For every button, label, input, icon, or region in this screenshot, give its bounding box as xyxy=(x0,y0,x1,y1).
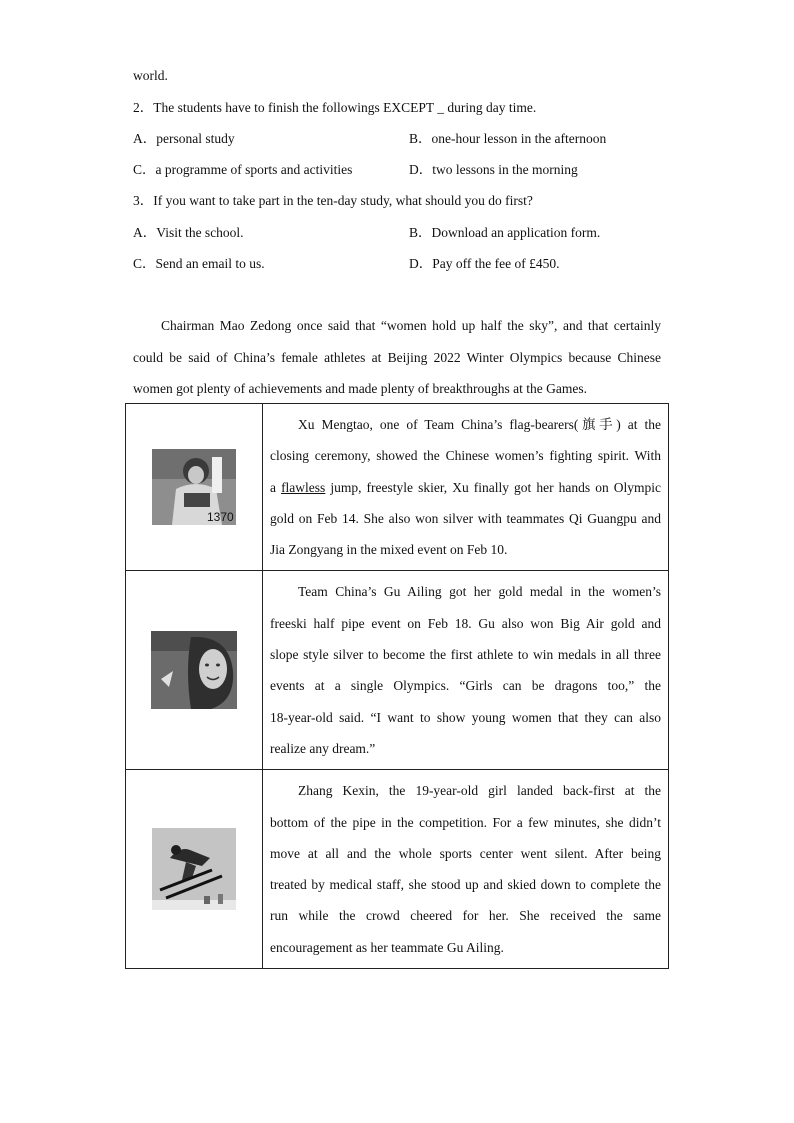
underlined-word-flawless: flawless xyxy=(281,479,326,495)
athletes-table xyxy=(125,403,669,969)
row3-line-2: bottom of the pipe in the competition. For a few minutes, she didn’t xyxy=(270,814,661,830)
row1-line-2: closing ceremony, showed the Chinese women’s fighting spirit. With xyxy=(270,448,661,464)
q3-option-a: A．Visit the school. xyxy=(133,225,244,240)
intro-line-1: Chairman Mao Zedong once said that “women hold up half the sky”, and that certainly xyxy=(161,318,661,333)
question1-tail: world. xyxy=(133,68,168,83)
q3-option-b: B．Download an application form. xyxy=(409,225,601,240)
zhang-kexin-cell xyxy=(263,770,669,969)
row2-line-5: 18-year-old said. “I want to show young women that they can also xyxy=(270,709,661,725)
table-row xyxy=(126,404,669,571)
row1-line-3-rest: jump, freestyle skier, Xu finally got her hands on Olympic xyxy=(330,479,662,495)
row3-line-6: encouragement as her teammate Gu Ailing. xyxy=(270,939,504,955)
row1-line-1: Xu Mengtao, one of Team China’s flag-bearers(旗手) at the xyxy=(298,417,661,432)
row1-line-4: gold on Feb 14. She also won silver with teammates Qi Guangpu and xyxy=(270,510,661,526)
photo-cell xyxy=(126,404,263,571)
table-row xyxy=(126,770,669,969)
row2-line-6: realize any dream.” xyxy=(270,740,376,756)
intro-line-2: could be said of China’s female athletes at Beijing 2022 Winter Olympics because Chinese xyxy=(133,349,661,365)
q2-option-a: A．personal study xyxy=(133,131,235,146)
row2-line-3: slope style silver to become the first athlete to win medals in all three xyxy=(270,647,661,663)
smiling-athlete-photo-icon xyxy=(151,631,237,709)
intro-paragraph xyxy=(133,310,661,405)
row3-line-1: Zhang Kexin, the 19-year-old girl landed back-first at the xyxy=(298,783,661,799)
photo-cell xyxy=(126,571,263,770)
flag-bearer-photo-icon xyxy=(152,449,236,525)
gu-ailing-cell xyxy=(263,571,669,770)
row2-line-1: Team China’s Gu Ailing got her gold medal in the women’s xyxy=(298,584,661,600)
question3-stem: 3．If you want to take part in the ten-day study, what should you do first? xyxy=(133,193,533,208)
intro-line-3: women got plenty of achievements and made plenty of breakthroughs at the Games. xyxy=(133,381,587,396)
row1-line-5: Jia Zongyang in the mixed event on Feb 10. xyxy=(270,542,508,558)
row2-line-2: freeski half pipe event on Feb 18. Gu also won Big Air gold and xyxy=(270,615,661,631)
xu-mengtao-cell xyxy=(263,404,669,571)
q2-option-c: C．a programme of sports and activities xyxy=(133,162,353,177)
question2-stem: 2．The students have to finish the followings EXCEPT _ during day time. xyxy=(133,100,537,115)
photo-cell xyxy=(126,770,263,969)
q3-option-d: D．Pay off the fee of £450. xyxy=(409,256,560,271)
svg-text:1370: 1370 xyxy=(207,510,234,525)
q2-option-d: D．two lessons in the morning xyxy=(409,162,578,177)
row3-line-3: move at all and the whole sports center went silent. After being xyxy=(270,845,661,861)
row3-line-4: treated by medical staff, she stood up and skied down to complete the xyxy=(270,877,661,893)
table-row xyxy=(126,571,669,770)
row1-line-3-prefix: a xyxy=(270,479,276,495)
q2-option-b: B．one-hour lesson in the afternoon xyxy=(409,131,607,146)
q3-option-c: C．Send an email to us. xyxy=(133,256,265,271)
row1-line-3 xyxy=(270,472,661,503)
row3-line-5: run while the crowd cheered for her. She received the same xyxy=(270,908,661,924)
skier-jump-photo-icon xyxy=(152,828,236,910)
row2-line-4: events at a single Olympics. “Girls can be dragons too,” the xyxy=(270,678,661,694)
